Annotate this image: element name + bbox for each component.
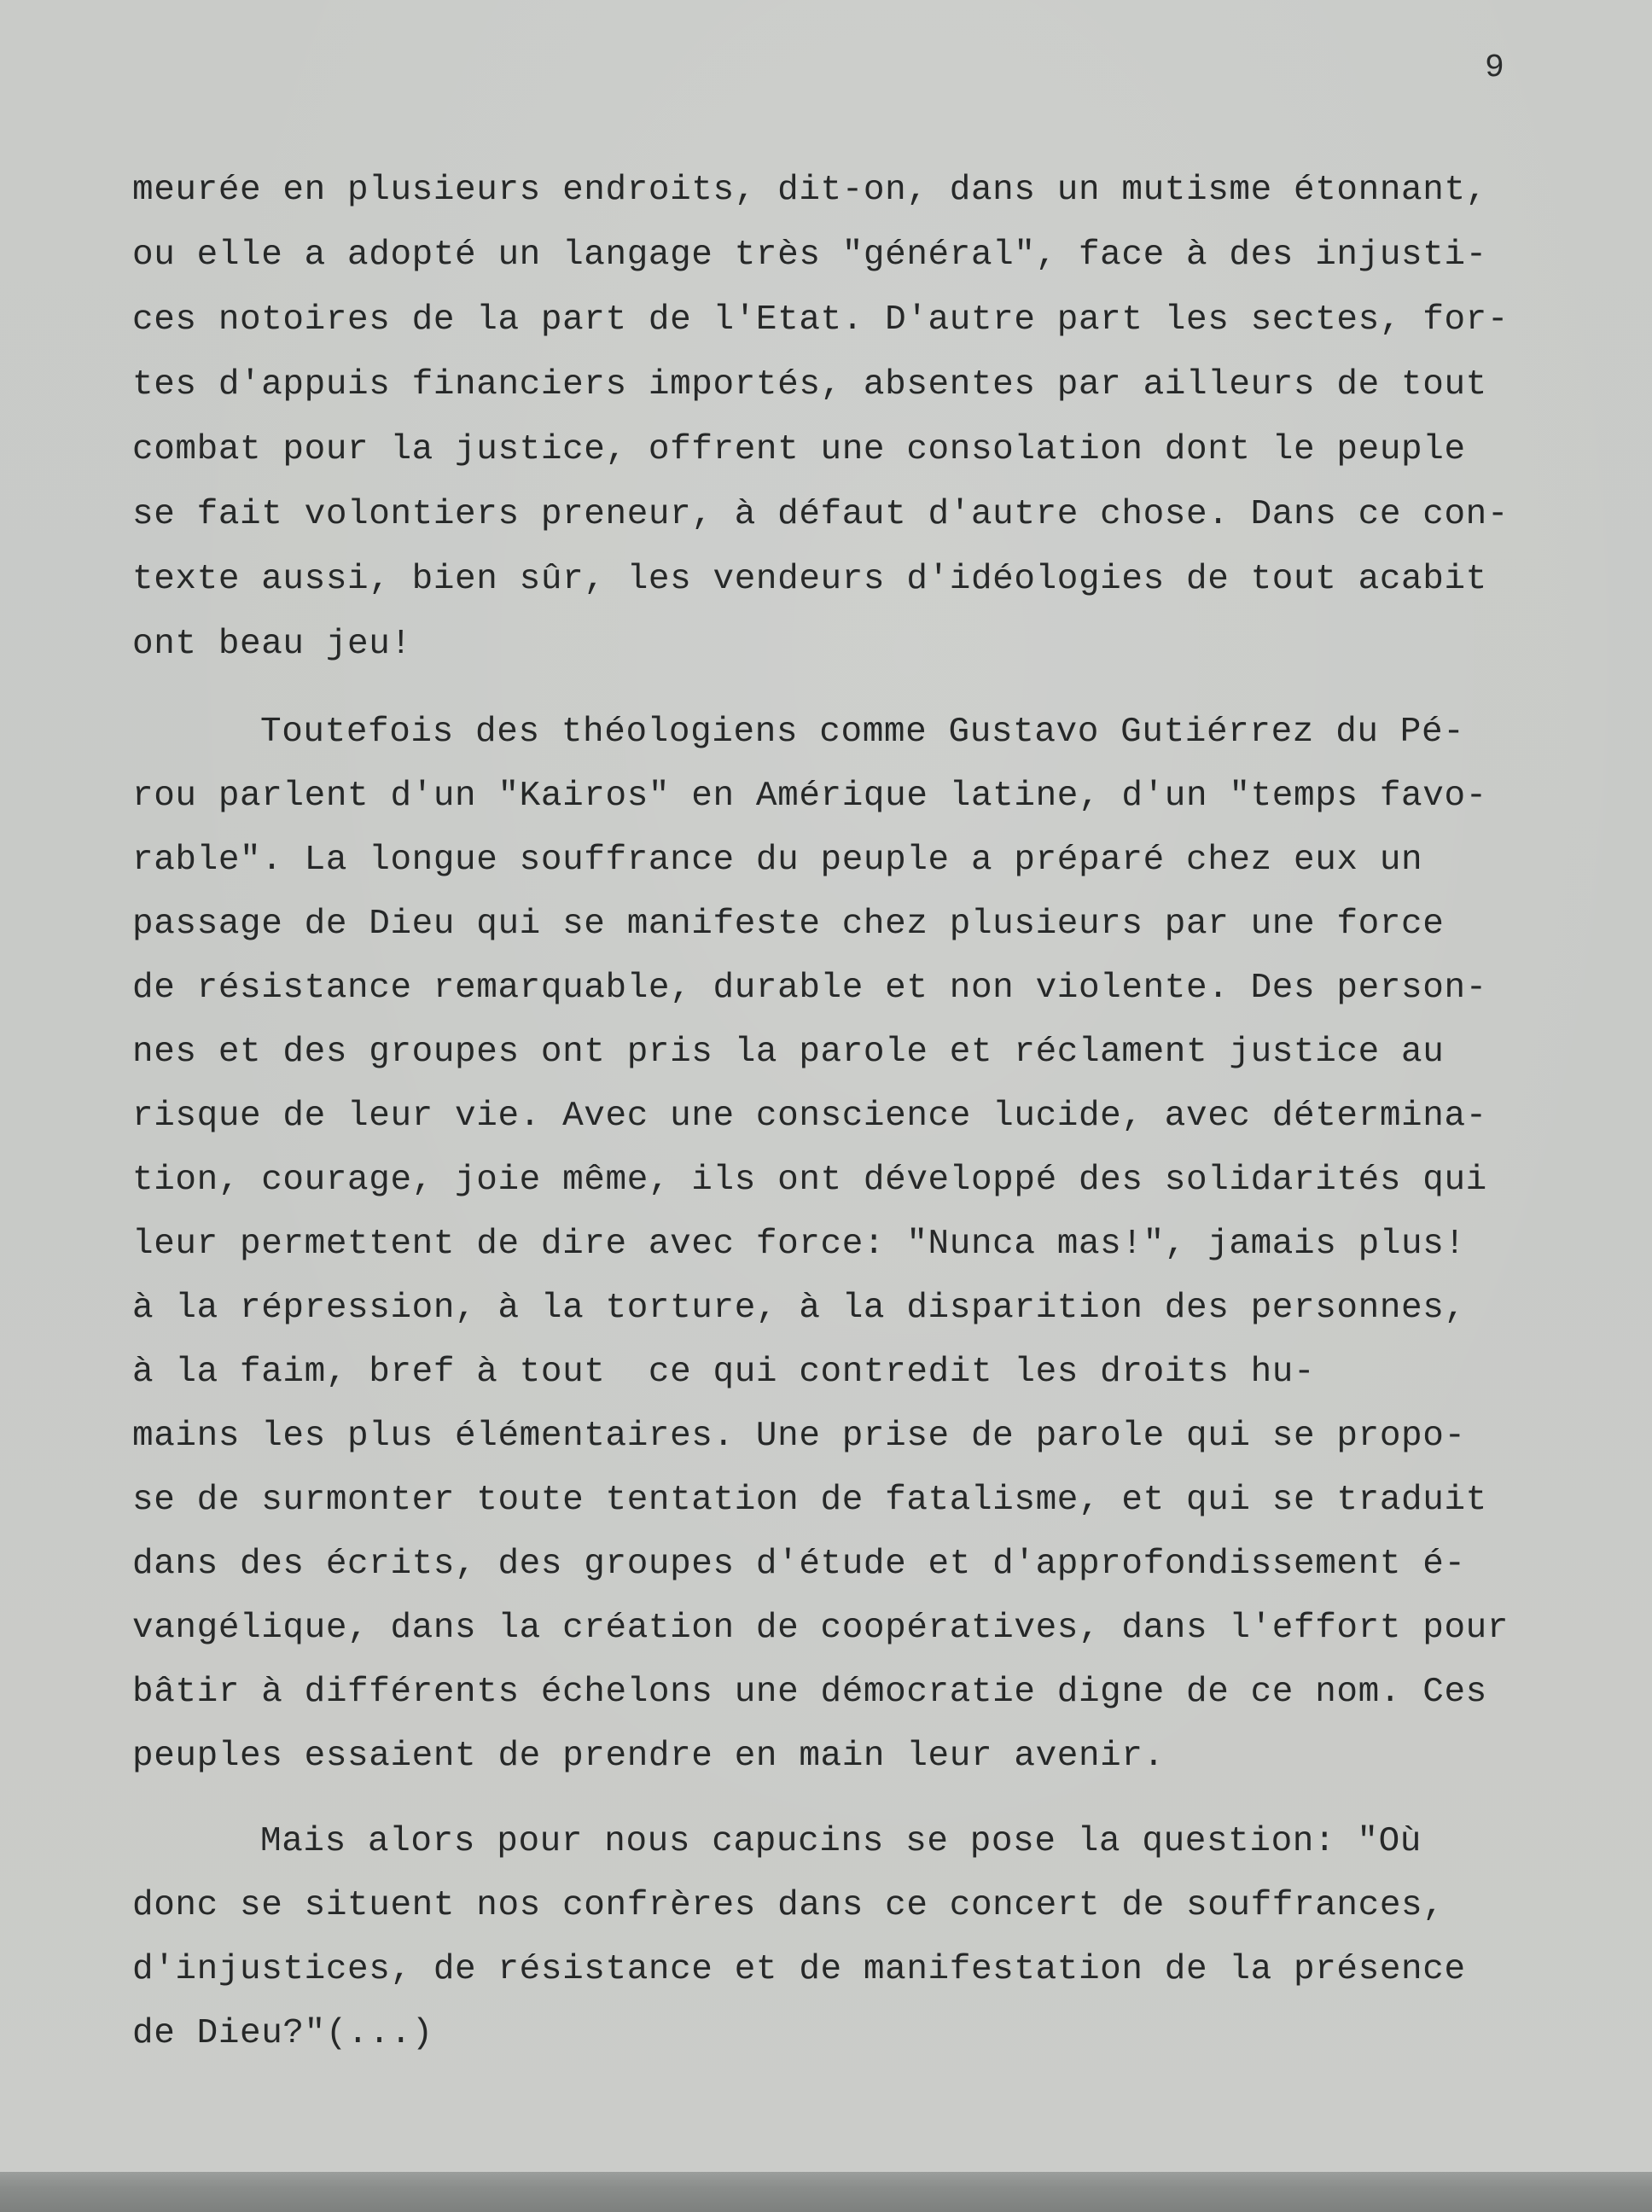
text-line: à la faim, bref à tout ce qui contredit les droits hu- bbox=[132, 1353, 1316, 1392]
text-line: à la répression, à la torture, à la disparition des personnes, bbox=[132, 1289, 1466, 1328]
text-line: Mais alors pour nous capucins se pose la question: "Où bbox=[260, 1822, 1422, 1861]
text-line: combat pour la justice, offrent une consolation dont le peuple bbox=[132, 430, 1466, 469]
text-line: de Dieu?"(...) bbox=[132, 2014, 433, 2053]
text-line: rou parlent d'un "Kairos" en Amérique latine, d'un "temps favo- bbox=[132, 777, 1487, 816]
table-surface bbox=[0, 2172, 1652, 2212]
text-line: texte aussi, bien sûr, les vendeurs d'idéologies de tout acabit bbox=[132, 560, 1487, 599]
text-line: nes et des groupes ont pris la parole et réclament justice au bbox=[132, 1033, 1445, 1072]
text-line: Toutefois des théologiens comme Gustavo Gutiérrez du Pé- bbox=[260, 713, 1465, 752]
text-line: ou elle a adopté un langage très "général", face à des injusti- bbox=[132, 236, 1487, 275]
text-line: risque de leur vie. Avec une conscience lucide, avec détermina- bbox=[132, 1097, 1487, 1136]
text-line: tes d'appuis financiers importés, absentes par ailleurs de tout bbox=[132, 365, 1487, 405]
text-line: rable". La longue souffrance du peuple a préparé chez eux un bbox=[132, 841, 1423, 880]
text-line: peuples essaient de prendre en main leur avenir. bbox=[132, 1737, 1165, 1776]
text-line: se fait volontiers preneur, à défaut d'autre chose. Dans ce con- bbox=[132, 495, 1509, 534]
text-line: de résistance remarquable, durable et non violente. Des person- bbox=[132, 969, 1487, 1008]
text-line: d'injustices, de résistance et de manifestation de la présence bbox=[132, 1950, 1466, 1989]
text-line: meurée en plusieurs endroits, dit-on, dans un mutisme étonnant, bbox=[132, 171, 1487, 210]
page-number: 9 bbox=[1485, 49, 1504, 86]
text-line: ont beau jeu! bbox=[132, 625, 412, 664]
text-line: vangélique, dans la création de coopératives, dans l'effort pour bbox=[132, 1609, 1509, 1648]
text-line: se de surmonter toute tentation de fatalisme, et qui se traduit bbox=[132, 1481, 1487, 1520]
text-line: passage de Dieu qui se manifeste chez plusieurs par une force bbox=[132, 905, 1445, 944]
text-line: donc se situent nos confrères dans ce concert de souffrances, bbox=[132, 1886, 1445, 1925]
text-line: bâtir à différents échelons une démocratie digne de ce nom. Ces bbox=[132, 1673, 1487, 1712]
text-line: dans des écrits, des groupes d'étude et d'approfondissement é- bbox=[132, 1545, 1466, 1584]
text-line: leur permettent de dire avec force: "Nunca mas!", jamais plus! bbox=[132, 1225, 1466, 1264]
text-line: tion, courage, joie même, ils ont développé des solidarités qui bbox=[132, 1161, 1487, 1200]
text-line: ces notoires de la part de l'Etat. D'autre part les sectes, for- bbox=[132, 300, 1509, 340]
text-line: mains les plus élémentaires. Une prise de parole qui se propo- bbox=[132, 1417, 1466, 1456]
